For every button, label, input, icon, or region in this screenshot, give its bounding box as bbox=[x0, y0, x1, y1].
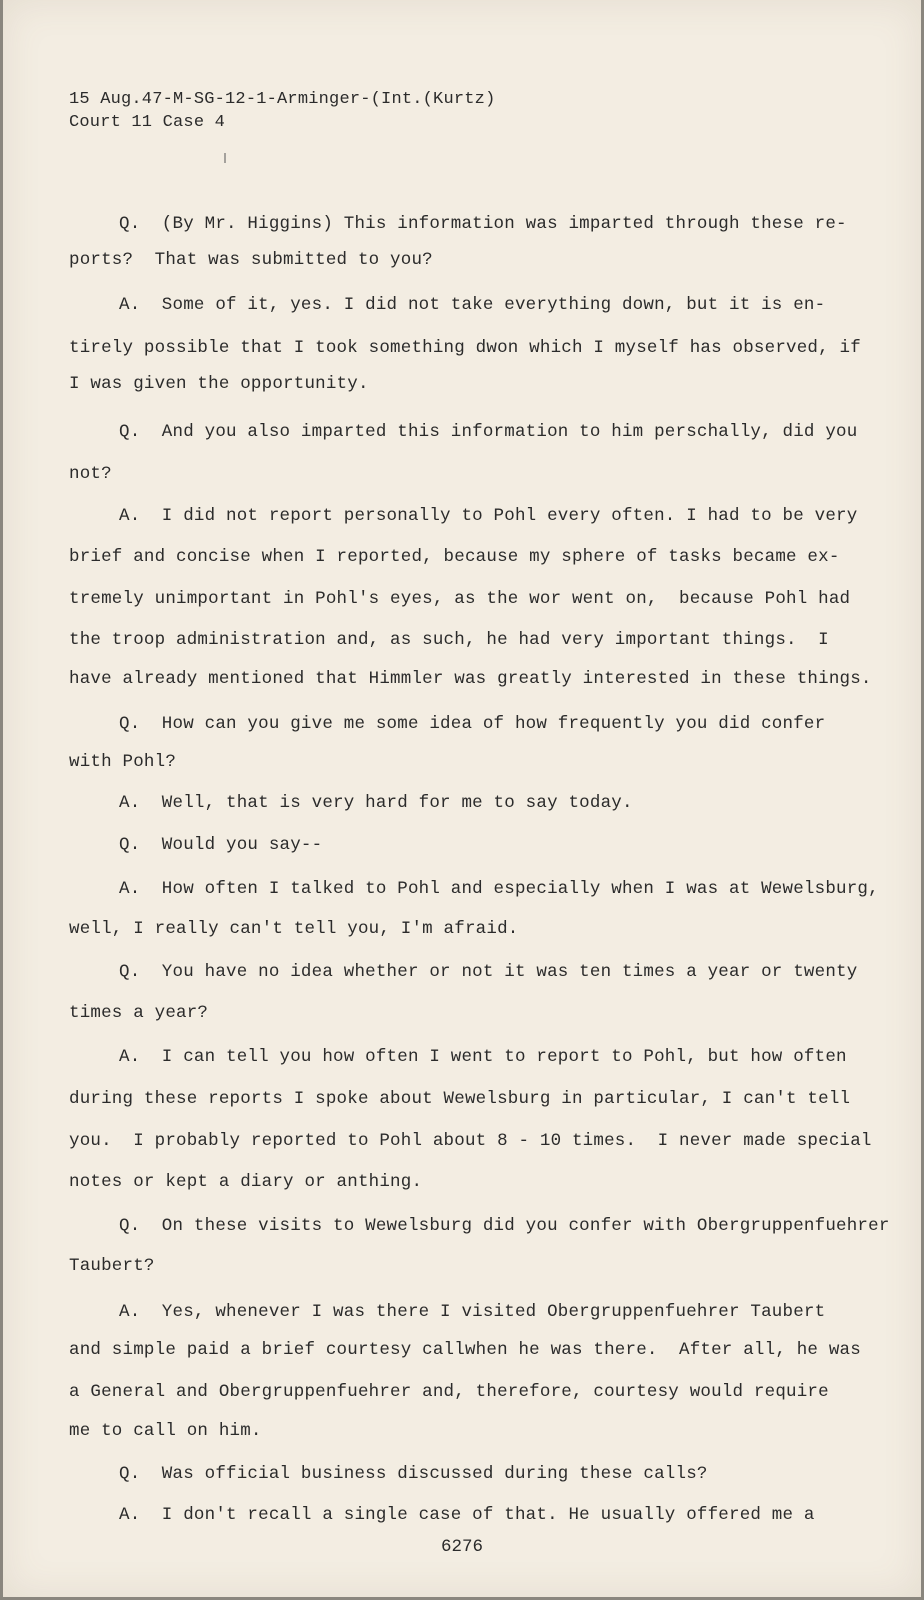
transcript-line: with Pohl? bbox=[69, 752, 177, 772]
transcript-line: Q. And you also imparted this information to him perschally, did you bbox=[119, 422, 858, 442]
transcript-line: have already mentioned that Himmler was greatly interested in these things. bbox=[69, 669, 872, 689]
transcript-line: I was given the opportunity. bbox=[69, 374, 369, 394]
transcript-line: Q. On these visits to Wewelsburg did you confer with Obergruppenfuehrer bbox=[119, 1216, 890, 1236]
transcript-line: not? bbox=[69, 464, 112, 484]
transcript-line: Q. You have no idea whether or not it was ten times a year or twenty bbox=[119, 962, 858, 982]
transcript-line: ports? That was submitted to you? bbox=[69, 250, 433, 270]
transcript-line: A. I did not report personally to Pohl every often. I had to be very bbox=[119, 506, 858, 526]
transcript-line: brief and concise when I reported, because my sphere of tasks became ex- bbox=[69, 547, 840, 567]
transcript-line: you. I probably reported to Pohl about 8 - 10 times. I never made special bbox=[69, 1131, 872, 1151]
transcript-line: and simple paid a brief courtesy callwhen he was there. After all, he was bbox=[69, 1340, 861, 1360]
transcript-line: notes or kept a diary or anthing. bbox=[69, 1172, 423, 1192]
transcript-line: a General and Obergruppenfuehrer and, therefore, courtesy would require bbox=[69, 1382, 829, 1402]
transcript-line: Q. (By Mr. Higgins) This information was imparted through these re- bbox=[119, 214, 847, 234]
transcript-line: A. Some of it, yes. I did not take everything down, but it is en- bbox=[119, 295, 826, 315]
transcript-line: well, I really can't tell you, I'm afraid. bbox=[69, 919, 519, 939]
header-reference: 15 Aug.47-M-SG-12-1-Arminger-(Int.(Kurtz) bbox=[69, 90, 496, 109]
transcript-line: the troop administration and, as such, he had very important things. I bbox=[69, 630, 829, 650]
transcript-line: tirely possible that I took something dwon which I myself has observed, if bbox=[69, 338, 861, 358]
transcript-line: A. I can tell you how often I went to report to Pohl, but how often bbox=[119, 1047, 847, 1067]
transcript-line: A. I don't recall a single case of that. He usually offered me a bbox=[119, 1505, 815, 1525]
transcript-line: times a year? bbox=[69, 1003, 209, 1023]
transcript-line: during these reports I spoke about Wewelsburg in particular, I can't tell bbox=[69, 1089, 851, 1109]
page-number: 6276 bbox=[440, 1537, 483, 1557]
transcript-line: Q. Would you say-- bbox=[119, 835, 323, 855]
transcript-line: me to call on him. bbox=[69, 1421, 262, 1441]
transcript-line: Q. How can you give me some idea of how frequently you did confer bbox=[119, 714, 826, 734]
transcript-line: A. How often I talked to Pohl and especially when I was at Wewelsburg, bbox=[119, 879, 879, 899]
transcript-line: tremely unimportant in Pohl's eyes, as the wor went on, because Pohl had bbox=[69, 589, 851, 609]
transcript-line: Taubert? bbox=[69, 1256, 155, 1276]
transcript-line: A. Well, that is very hard for me to say today. bbox=[119, 793, 633, 813]
ink-mark bbox=[224, 153, 226, 163]
document-page bbox=[3, 0, 921, 1597]
transcript-line: Q. Was official business discussed during these calls? bbox=[119, 1464, 708, 1484]
header-court-case: Court 11 Case 4 bbox=[69, 113, 226, 132]
transcript-line: A. Yes, whenever I was there I visited Obergruppenfuehrer Taubert bbox=[119, 1302, 826, 1322]
